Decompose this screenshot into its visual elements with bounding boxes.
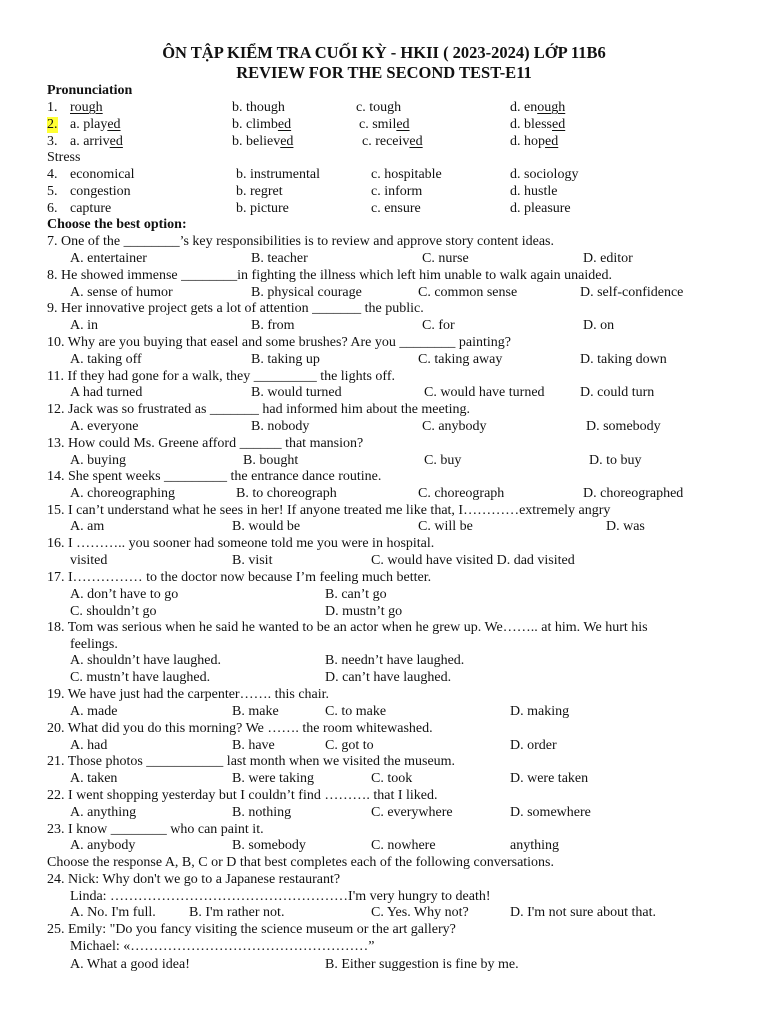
option-c: C. buy [424, 453, 462, 468]
option-b: B. I'm rather not. [189, 905, 285, 920]
option-c: c. inform [371, 184, 423, 199]
question-number-highlighted: 2. [47, 117, 58, 132]
option-b: b. though [232, 100, 285, 115]
option-b: B. would be [232, 519, 301, 534]
question-stem: 21. Those photos ___________ last month when we visited the museum. [47, 754, 456, 769]
option-c: C. got to [325, 738, 374, 753]
option-c: c. smiled [359, 117, 410, 132]
option-a: economical [70, 167, 135, 182]
option-b: B. somebody [232, 838, 306, 853]
option-c: C. for [422, 318, 455, 333]
option-b: B. would turned [251, 385, 342, 400]
option-b: B. nothing [232, 805, 292, 820]
question-stem: 23. I know ________ who can paint it. [47, 822, 264, 837]
option-c: c. ensure [371, 201, 421, 216]
option-d: D. choreographed [583, 486, 684, 501]
question-stem: 12. Jack was so frustrated as _______ had informed him about the meeting. [47, 402, 471, 417]
option-c: C. everywhere [371, 805, 453, 820]
option-c: C. would have turned [424, 385, 545, 400]
option-a: A. anything [70, 805, 137, 820]
option-d: d. blessed [510, 117, 566, 132]
option-c: c. hospitable [371, 167, 442, 182]
option-a: A. don’t have to go [70, 587, 179, 602]
option-c: C. took [371, 771, 413, 786]
option-a: A. am [70, 519, 105, 534]
option-d: D. somewhere [510, 805, 591, 820]
question-stem: 10. Why are you buying that easel and some brushes? Are you ________ painting? [47, 335, 511, 350]
option-a: A. taking off [70, 352, 142, 367]
option-a: A. sense of humor [70, 285, 173, 300]
option-b: b. regret [236, 184, 283, 199]
option-d: D. mustn’t go [325, 604, 403, 619]
question-number: 1. [47, 100, 58, 115]
option-d: d. enough [510, 100, 566, 115]
option-b: B. make [232, 704, 279, 719]
question-stem: 24. Nick: Why don't we go to a Japanese restaurant? [47, 872, 341, 887]
option-c: C. common sense [418, 285, 518, 300]
option-b: B. needn’t have laughed. [325, 653, 465, 668]
option-c: C. to make [325, 704, 387, 719]
question-stem: 14. She spent weeks _________ the entrance dance routine. [47, 469, 382, 484]
question-stem: 11. If they had gone for a walk, they _________ the lights off. [47, 369, 395, 384]
option-d: anything [510, 838, 559, 853]
option-a: A. made [70, 704, 118, 719]
option-d: D. on [583, 318, 615, 333]
page-title: ÔN TẬP KIỂM TRA CUỐI KỲ - HKII ( 2023-2024) LỚP 11B6 [162, 43, 606, 62]
option-d: D. making [510, 704, 570, 719]
option-b: b. instrumental [236, 167, 320, 182]
option-d: D. taking down [580, 352, 667, 367]
option-a: A. choreographing [70, 486, 175, 501]
section-heading-choose: Choose the best option: [47, 217, 187, 232]
question-number: 4. [47, 167, 58, 182]
option-c-d: C. would have visited D. dad visited [371, 553, 575, 568]
option-d: d. sociology [510, 167, 579, 182]
option-c: C. taking away [418, 352, 503, 367]
option-b: B. teacher [251, 251, 308, 266]
option-b: B. have [232, 738, 275, 753]
question-stem: 17. I…………… to the doctor now because I’m feeling much better. [47, 570, 432, 585]
question-stem: 18. Tom was serious when he said he wanted to be an actor when he grew up. We…….. at him. We hurt his [47, 620, 648, 635]
question-stem: 25. Emily: "Do you fancy visiting the science museum or the art gallery? [47, 922, 456, 937]
option-a: congestion [70, 184, 131, 199]
option-a: A. in [70, 318, 98, 333]
option-c: C. nurse [422, 251, 469, 266]
option-a: a. arrived [70, 134, 123, 149]
option-b: B. to choreograph [236, 486, 337, 501]
option-b: B. physical courage [251, 285, 362, 300]
option-b: B. nobody [251, 419, 310, 434]
option-d: D. self-confidence [580, 285, 684, 300]
question-stem: 8. He showed immense ________in fighting the illness which left him unable to walk again unaided. [47, 268, 612, 283]
option-b: B. can’t go [325, 587, 387, 602]
option-a: A. shouldn’t have laughed. [70, 653, 221, 668]
question-stem: 15. I can’t understand what he sees in her! If anyone treated me like that, I…………extremely angry [47, 503, 611, 518]
question-stem: 13. How could Ms. Greene afford ______ that mansion? [47, 436, 364, 451]
question-number: 3. [47, 134, 58, 149]
page-subtitle: REVIEW FOR THE SECOND TEST-E11 [236, 63, 532, 82]
question-stem: 9. Her innovative project gets a lot of attention _______ the public. [47, 301, 424, 316]
option-a: A. taken [70, 771, 118, 786]
option-c: C. mustn’t have laughed. [70, 670, 211, 685]
question-number: 5. [47, 184, 58, 199]
option-d: d. hoped [510, 134, 559, 149]
option-a: A. No. I'm full. [70, 905, 156, 920]
option-c: C. will be [418, 519, 473, 534]
option-d: D. can’t have laughed. [325, 670, 452, 685]
option-d: d. hustle [510, 184, 558, 199]
option-a: rough [70, 100, 103, 115]
option-a: A. had [70, 738, 108, 753]
option-c: C. nowhere [371, 838, 436, 853]
option-c: c. received [362, 134, 423, 149]
option-b: b. climbed [232, 117, 292, 132]
section-heading-stress: Stress [47, 150, 81, 165]
question-number: 6. [47, 201, 58, 216]
option-d: D. order [510, 738, 557, 753]
question-stem: 20. What did you do this morning? We ……. the room whitewashed. [47, 721, 433, 736]
option-d: d. pleasure [510, 201, 571, 216]
option-d: D. somebody [586, 419, 661, 434]
option-a: A. buying [70, 453, 126, 468]
option-b: b. believed [232, 134, 294, 149]
option-b: B. were taking [232, 771, 315, 786]
option-b: b. picture [236, 201, 289, 216]
option-a: capture [70, 201, 112, 216]
option-d: D. were taken [510, 771, 589, 786]
reply-line: Linda: ……………………………………………I'm very hungry to death! [70, 889, 491, 904]
option-c: C. choreograph [418, 486, 505, 501]
option-b: B. visit [232, 553, 273, 568]
option-c: C. anybody [422, 419, 487, 434]
question-stem: 22. I went shopping yesterday but I couldn’t find ………. that I liked. [47, 788, 438, 803]
option-b: B. Either suggestion is fine by me. [325, 957, 519, 972]
question-stem: 7. One of the ________’s key responsibilities is to review and approve story content ideas. [47, 234, 555, 249]
option-d: D. was [606, 519, 645, 534]
option-b: B. taking up [251, 352, 320, 367]
option-a: A. What a good idea! [70, 957, 190, 972]
option-d: D. could turn [580, 385, 655, 400]
option-c: C. Yes. Why not? [371, 905, 469, 920]
question-stem-continued: feelings. [70, 637, 118, 652]
question-stem: 16. I ……….. you sooner had someone told me you were in hospital. [47, 536, 435, 551]
section-heading-conversations: Choose the response A, B, C or D that best completes each of the following conversations. [47, 855, 555, 870]
option-a: A. entertainer [70, 251, 147, 266]
option-c: c. tough [356, 100, 402, 115]
option-d: D. to buy [589, 453, 642, 468]
option-b: B. from [251, 318, 295, 333]
option-a: a. played [70, 117, 121, 132]
option-d: D. I'm not sure about that. [510, 905, 656, 920]
question-stem: 19. We have just had the carpenter……. this chair. [47, 687, 330, 702]
option-a: A. everyone [70, 419, 139, 434]
option-a: A. anybody [70, 838, 136, 853]
option-b: B. bought [243, 453, 299, 468]
option-a: A had turned [70, 385, 143, 400]
option-a: visited [70, 553, 108, 568]
reply-line: Michael: «……………………………………………” [70, 939, 375, 954]
option-d: D. editor [583, 251, 633, 266]
section-heading-pronunciation: Pronunciation [47, 83, 133, 98]
option-c: C. shouldn’t go [70, 604, 157, 619]
